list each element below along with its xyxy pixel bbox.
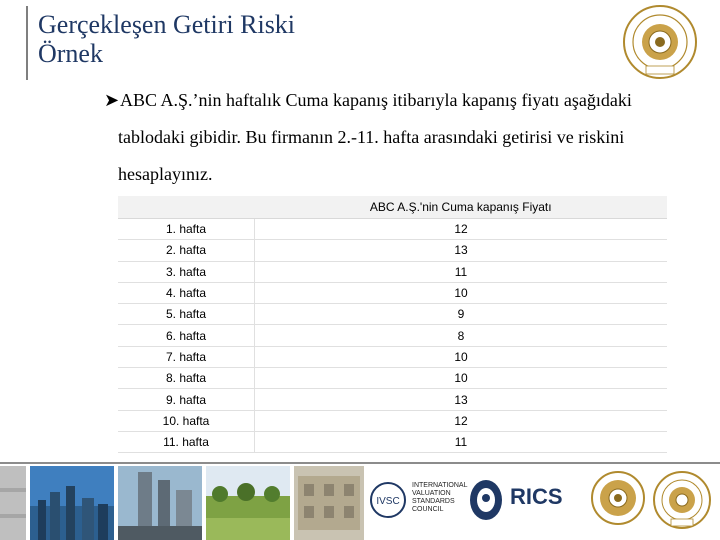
arrow-bullet-icon: ➤ (104, 90, 120, 110)
week-cell: 8. hafta (118, 368, 255, 389)
ivsc-logo (368, 468, 468, 528)
price-cell: 12 (255, 410, 668, 431)
week-cell: 2. hafta (118, 240, 255, 261)
bullet-line-1: ABC A.Ş.’nin haftalık Cuma kapanış itibarıyla kapanış fiyatı aşağıdaki (120, 90, 632, 110)
week-cell: 4. hafta (118, 282, 255, 303)
price-cell: 9 (255, 304, 668, 325)
table-row (118, 282, 667, 303)
bullet-line-3: hesaplayınız. (118, 164, 213, 184)
bullet-line-2: tablodaki gibidir. Bu firmanın 2.-11. hafta arasındaki getirisi ve riskini (118, 127, 625, 147)
price-cell: 11 (255, 261, 668, 282)
footer-band (0, 462, 720, 540)
slide-title-line-2: Örnek (38, 39, 103, 68)
table-row (118, 261, 667, 282)
rics-lion-icon (466, 474, 506, 524)
slide-title-line-1: Gerçekleşen Getiri Riski (38, 10, 296, 39)
rics-logo (466, 468, 578, 528)
table-row (118, 325, 667, 346)
footer-divider (0, 462, 720, 464)
price-cell: 10 (255, 368, 668, 389)
week-cell: 5. hafta (118, 304, 255, 325)
table-row (118, 368, 667, 389)
week-cell: 3. hafta (118, 261, 255, 282)
price-table (118, 196, 667, 453)
ivsc-caption: INTERNATIONAL VALUATION STANDARDS COUNCIL (412, 482, 468, 513)
table-row (118, 410, 667, 431)
seal-logo-gold (590, 468, 646, 528)
price-cell: 10 (255, 282, 668, 303)
building-photo (294, 466, 364, 540)
price-cell: 11 (255, 431, 668, 452)
week-cell: 9. hafta (118, 389, 255, 410)
rics-wordmark: RICS (510, 484, 563, 509)
price-cell: 10 (255, 346, 668, 367)
week-cell: 1. hafta (118, 219, 255, 240)
week-cell: 7. hafta (118, 346, 255, 367)
price-cell: 8 (255, 325, 668, 346)
table-header-row (118, 196, 667, 219)
ivsc-emblem-icon (368, 480, 408, 520)
table-row (118, 431, 667, 452)
table-row (118, 304, 667, 325)
towers-photo (118, 466, 202, 540)
slide-title (38, 10, 558, 68)
table-header-price: ABC A.Ş.'nin Cuma kapanış Fiyatı (255, 196, 668, 219)
ivsc-mark: IVSC (376, 496, 400, 507)
university-seal-logo (618, 4, 702, 80)
week-cell: 6. hafta (118, 325, 255, 346)
university-seal-footer-logo (652, 468, 712, 532)
price-cell: 12 (255, 219, 668, 240)
footer-gray-strip (0, 466, 26, 540)
table-row (118, 219, 667, 240)
city-skyline-photo (30, 466, 114, 540)
table-header-week (118, 196, 255, 219)
field-photo (206, 466, 290, 540)
table-row (118, 389, 667, 410)
table-row (118, 346, 667, 367)
title-accent-rule (26, 6, 28, 80)
price-cell: 13 (255, 389, 668, 410)
week-cell: 10. hafta (118, 410, 255, 431)
bullet-paragraph (104, 82, 694, 193)
price-cell: 13 (255, 240, 668, 261)
table-row (118, 240, 667, 261)
week-cell: 11. hafta (118, 431, 255, 452)
